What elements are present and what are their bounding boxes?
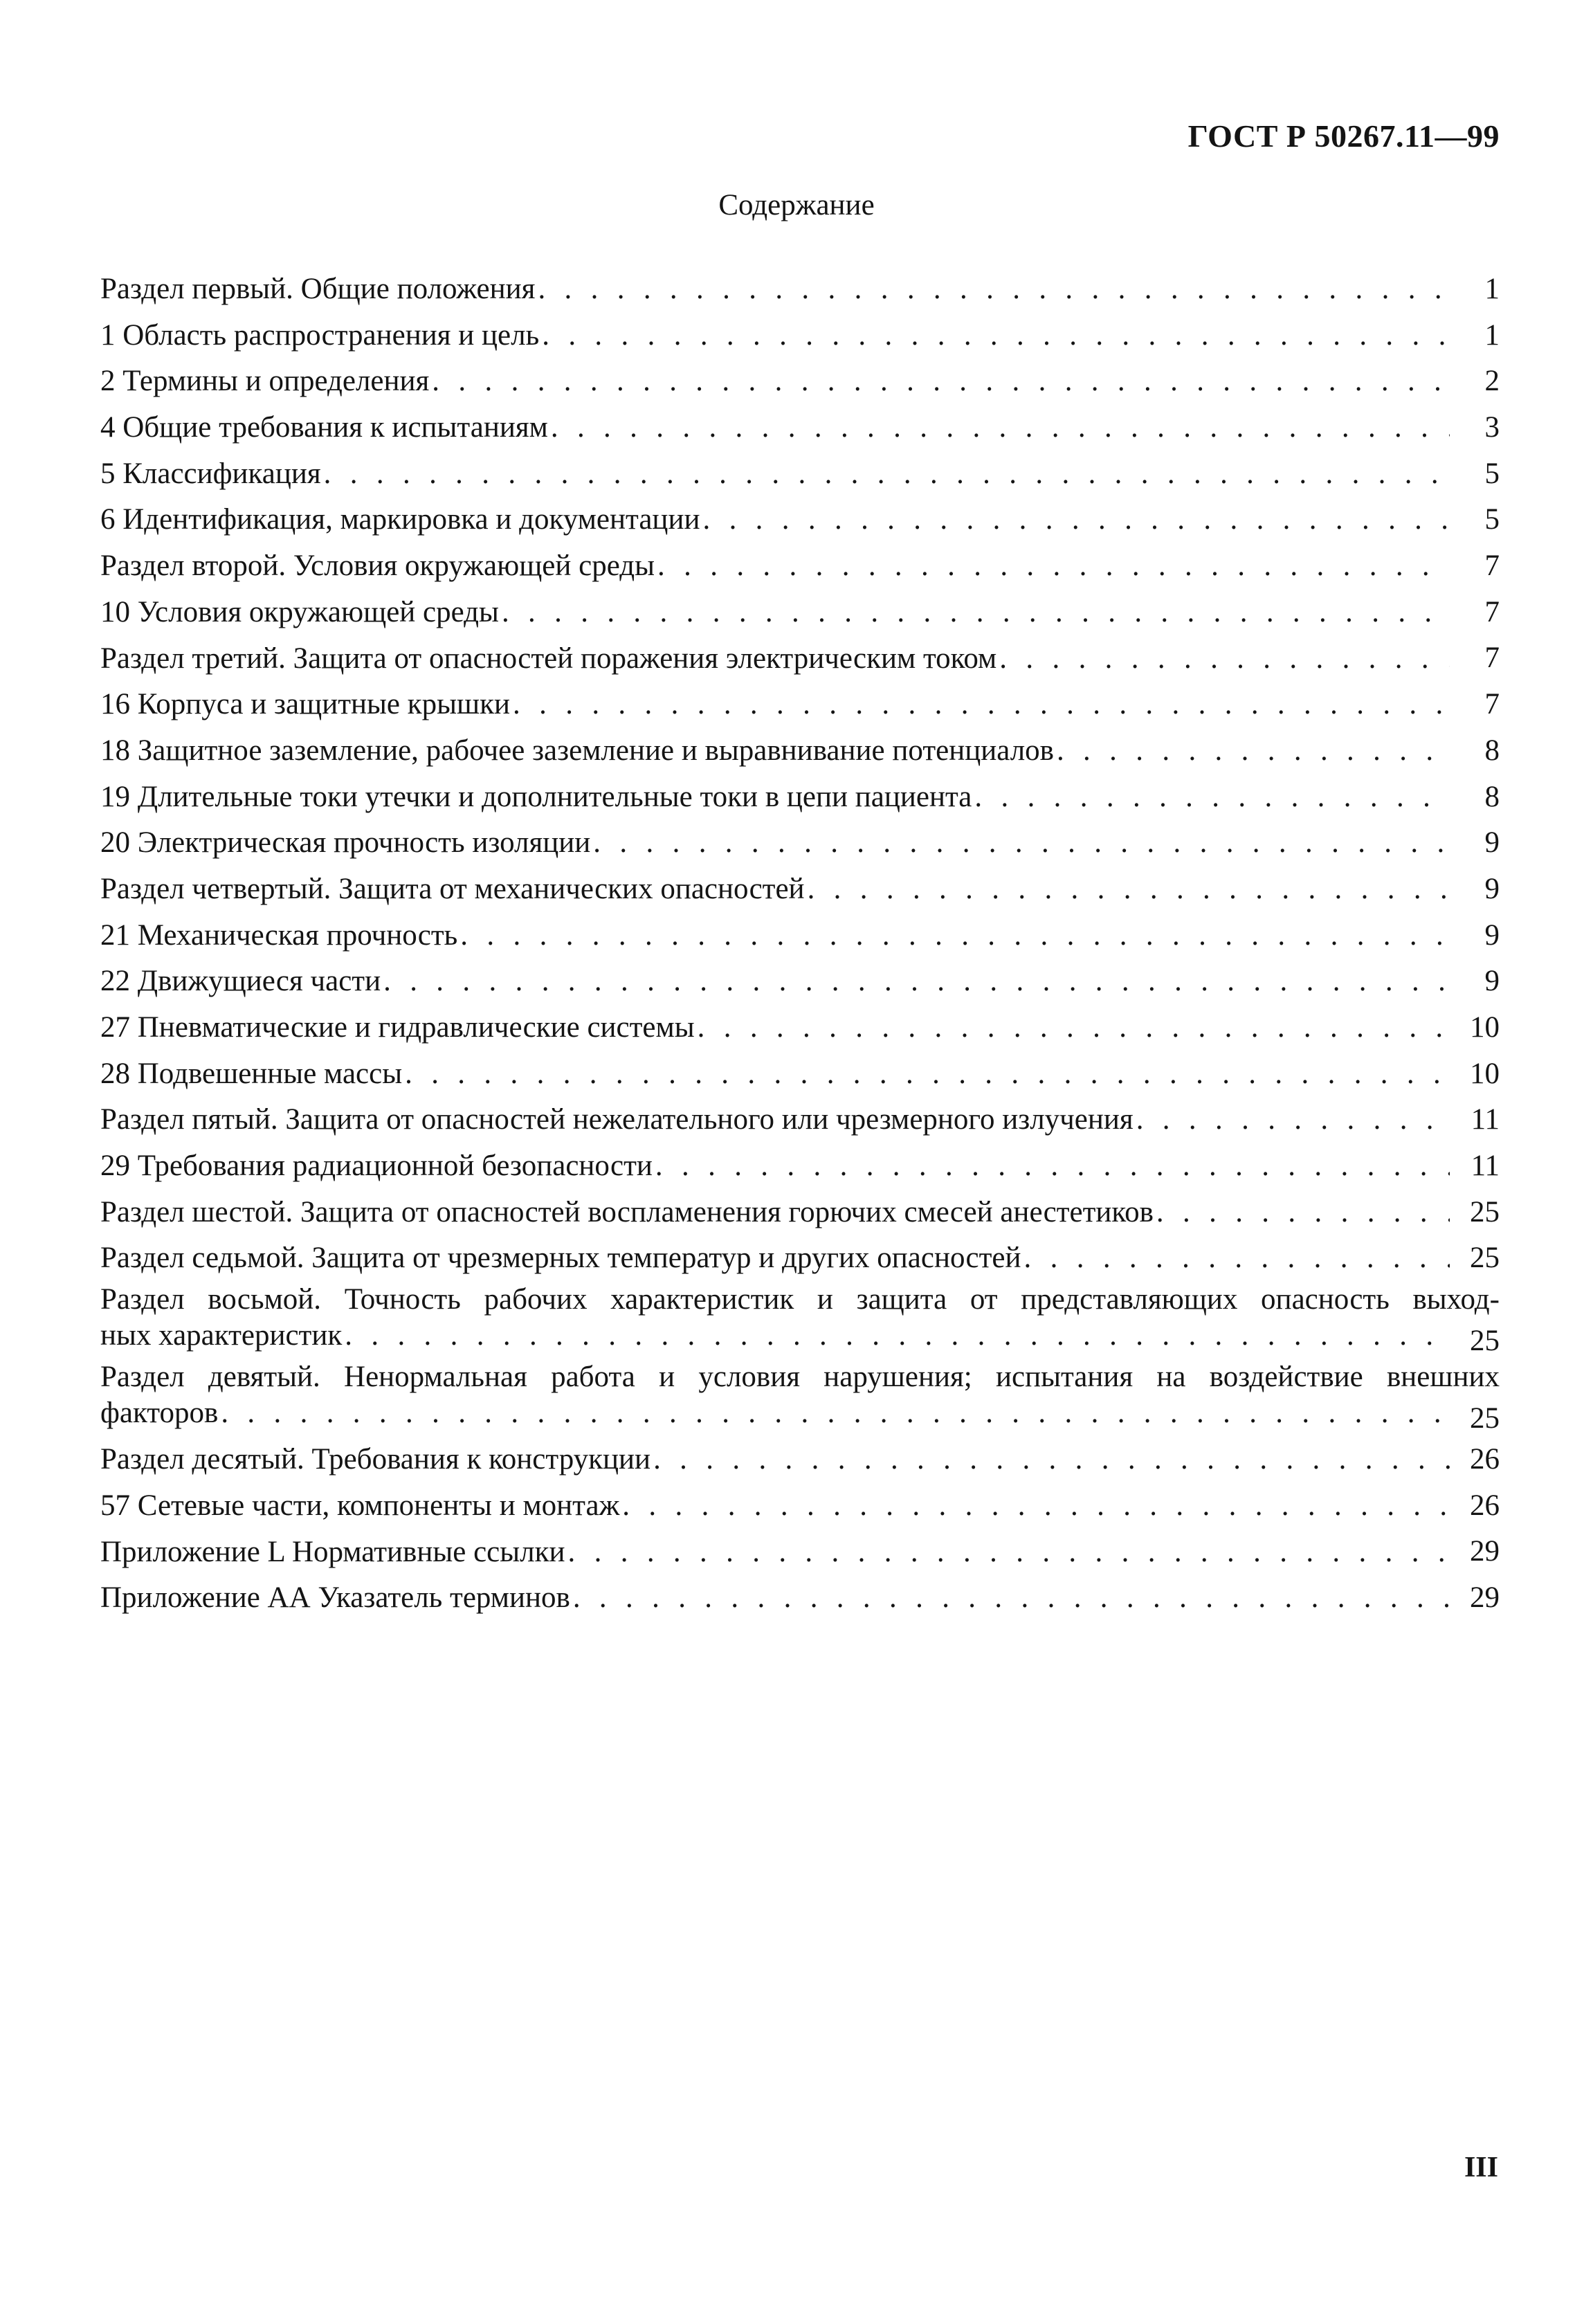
dot-leader [513, 682, 1450, 728]
toc-entry[interactable] [100, 866, 1500, 913]
toc-entry-page: 26 [1470, 1489, 1500, 1522]
dot-leader [568, 1529, 1450, 1576]
dot-leader [1024, 1235, 1450, 1282]
toc-entry-page: 29 [1470, 1581, 1500, 1615]
toc-entry[interactable] [100, 358, 1500, 405]
dot-leader [593, 820, 1450, 866]
toc-entry[interactable] [100, 1190, 1500, 1236]
toc-entry-label-line1: Раздел восьмой. Точность рабочих характеристик и защита от представляющих опасность выход- [100, 1283, 1500, 1316]
dot-leader [698, 1005, 1450, 1051]
dot-leader [1057, 728, 1450, 774]
toc-entry-label: 6 Идентификация, маркировка и документации [100, 503, 700, 536]
toc-entry-label: Раздел четвертый. Защита от механических опасностей [100, 872, 805, 905]
toc-entry-page: 5 [1484, 457, 1500, 490]
toc-entry-label: 16 Корпуса и защитные крышки [100, 688, 511, 721]
toc-entry-label: 1 Область распространения и цель [100, 318, 540, 352]
toc-entry[interactable] [100, 682, 1500, 728]
toc-entry-label: Раздел третий. Защита от опасностей поражения электрическим током [100, 642, 997, 675]
toc-entry-label: 2 Термины и определения [100, 365, 430, 398]
table-of-contents [100, 266, 1500, 1622]
toc-entry-label: Раздел седьмой. Защита от чрезмерных температур и других опасностей [100, 1242, 1021, 1275]
dot-leader [657, 543, 1450, 590]
toc-entry-label: 20 Электрическая прочность изоляции [100, 826, 591, 860]
toc-entry-page: 25 [1470, 1195, 1500, 1228]
toc-entry[interactable] [100, 1005, 1500, 1051]
toc-entry-label: 19 Длительные токи утечки и дополнительные токи в цепи пациента [100, 780, 972, 813]
toc-entry-page: 7 [1484, 550, 1500, 583]
dot-leader [324, 451, 1450, 498]
dot-leader [999, 636, 1450, 682]
toc-entry[interactable] [100, 590, 1500, 636]
toc-entry-page: 2 [1484, 365, 1500, 398]
toc-entry-label: Раздел пятый. Защита от опасностей нежелательного или чрезмерного излучения [100, 1103, 1134, 1136]
toc-entry-page: 11 [1471, 1150, 1500, 1183]
toc-entry-page: 3 [1484, 411, 1500, 444]
toc-entry-label: 28 Подвешенные массы [100, 1057, 403, 1090]
toc-entry[interactable] [100, 820, 1500, 866]
dot-leader [551, 405, 1450, 451]
toc-entry-label: 18 Защитное заземление, рабочее заземление и выравнивание потенциалов [100, 734, 1054, 767]
toc-entry-page: 8 [1484, 734, 1500, 767]
toc-entry-page: 11 [1471, 1103, 1500, 1136]
dot-leader [502, 590, 1450, 636]
toc-entry-label-line2: ных характеристик [100, 1319, 343, 1352]
toc-entry-label: Приложение АА Указатель терминов [100, 1581, 570, 1615]
toc-entry[interactable] [100, 774, 1500, 821]
toc-entry-page: 1 [1484, 318, 1500, 352]
toc-entry[interactable] [100, 1359, 1500, 1437]
dot-leader [345, 1318, 1450, 1354]
toc-entry[interactable] [100, 1143, 1500, 1190]
toc-entry-page: 1 [1484, 272, 1500, 305]
toc-entry[interactable] [100, 405, 1500, 451]
dot-leader [653, 1437, 1450, 1483]
page-number: III [1464, 2152, 1498, 2184]
toc-entry-page: 25 [1470, 1402, 1500, 1435]
dot-leader [1136, 1097, 1450, 1143]
toc-entry-label: 29 Требования радиационной безопасности [100, 1150, 653, 1183]
toc-entry-label: Раздел десятый. Требования к конструкции [100, 1443, 651, 1476]
toc-entry-label: Раздел второй. Условия окружающей среды [100, 550, 655, 583]
toc-entry-page: 10 [1470, 1057, 1500, 1090]
toc-entry-page: 25 [1470, 1242, 1500, 1275]
toc-entry[interactable] [100, 1282, 1500, 1359]
toc-entry-page: 25 [1470, 1325, 1500, 1358]
toc-entry-page: 9 [1484, 872, 1500, 905]
toc-entry-page: 7 [1484, 642, 1500, 675]
dot-leader [405, 1051, 1450, 1098]
dot-leader [542, 313, 1450, 359]
toc-entry-page: 9 [1484, 965, 1500, 998]
toc-entry[interactable] [100, 313, 1500, 359]
toc-entry-label-line2: факторов [100, 1397, 219, 1430]
document-code: ГОСТ Р 50267.11—99 [1187, 118, 1500, 154]
toc-entry-label: Раздел шестой. Защита от опасностей воспламенения горючих смесей анестетиков [100, 1195, 1154, 1228]
toc-entry[interactable] [100, 1575, 1500, 1622]
dot-leader [383, 959, 1450, 1005]
toc-title: Содержание [718, 189, 875, 221]
toc-entry-label: 27 Пневматические и гидравлические системы [100, 1011, 695, 1044]
toc-entry-label: 10 Условия окружающей среды [100, 595, 499, 628]
toc-entry-label: 57 Сетевые части, компоненты и монтаж [100, 1489, 620, 1522]
dot-leader [573, 1575, 1450, 1622]
toc-entry[interactable] [100, 1235, 1500, 1282]
toc-entry[interactable] [100, 266, 1500, 313]
toc-entry[interactable] [100, 1483, 1500, 1529]
toc-entry-page: 9 [1484, 826, 1500, 860]
toc-entry-label: 21 Механическая прочность [100, 918, 458, 952]
dot-leader [1156, 1190, 1450, 1236]
dot-leader [702, 497, 1450, 543]
toc-entry-label: 5 Классификация [100, 457, 321, 490]
toc-entry[interactable] [100, 1051, 1500, 1098]
toc-entry-label: 4 Общие требования к испытаниям [100, 411, 548, 444]
toc-entry[interactable] [100, 451, 1500, 498]
toc-entry-label: 22 Движущиеся части [100, 965, 381, 998]
toc-entry-page: 10 [1470, 1010, 1500, 1044]
dot-leader [974, 774, 1450, 821]
dot-leader [432, 358, 1450, 405]
toc-entry-page: 29 [1470, 1535, 1500, 1568]
toc-entry[interactable] [100, 636, 1500, 682]
toc-entry[interactable] [100, 959, 1500, 1005]
toc-entry-page: 7 [1484, 688, 1500, 721]
toc-entry-page: 7 [1484, 595, 1500, 628]
toc-entry[interactable] [100, 497, 1500, 543]
dot-leader [538, 266, 1450, 313]
toc-entry-label: Раздел первый. Общие положения [100, 273, 536, 305]
dot-leader [808, 866, 1450, 913]
dot-leader [655, 1143, 1450, 1190]
toc-entry[interactable] [100, 1097, 1500, 1143]
toc-entry[interactable] [100, 1437, 1500, 1483]
toc-entry[interactable] [100, 728, 1500, 774]
toc-entry-page: 8 [1484, 780, 1500, 813]
toc-entry-label: Приложение L Нормативные ссылки [100, 1535, 565, 1568]
toc-entry[interactable] [100, 1529, 1500, 1576]
toc-entry-page: 26 [1470, 1443, 1500, 1476]
toc-entry[interactable] [100, 543, 1500, 590]
dot-leader [622, 1483, 1450, 1529]
toc-entry[interactable] [100, 913, 1500, 959]
toc-entry-label-line1: Раздел девятый. Ненормальная работа и условия нарушения; испытания на воздействие внешних [100, 1361, 1500, 1394]
dot-leader [460, 913, 1450, 959]
dot-leader [221, 1395, 1450, 1431]
toc-entry-page: 9 [1484, 918, 1500, 952]
toc-entry-page: 5 [1484, 503, 1500, 536]
